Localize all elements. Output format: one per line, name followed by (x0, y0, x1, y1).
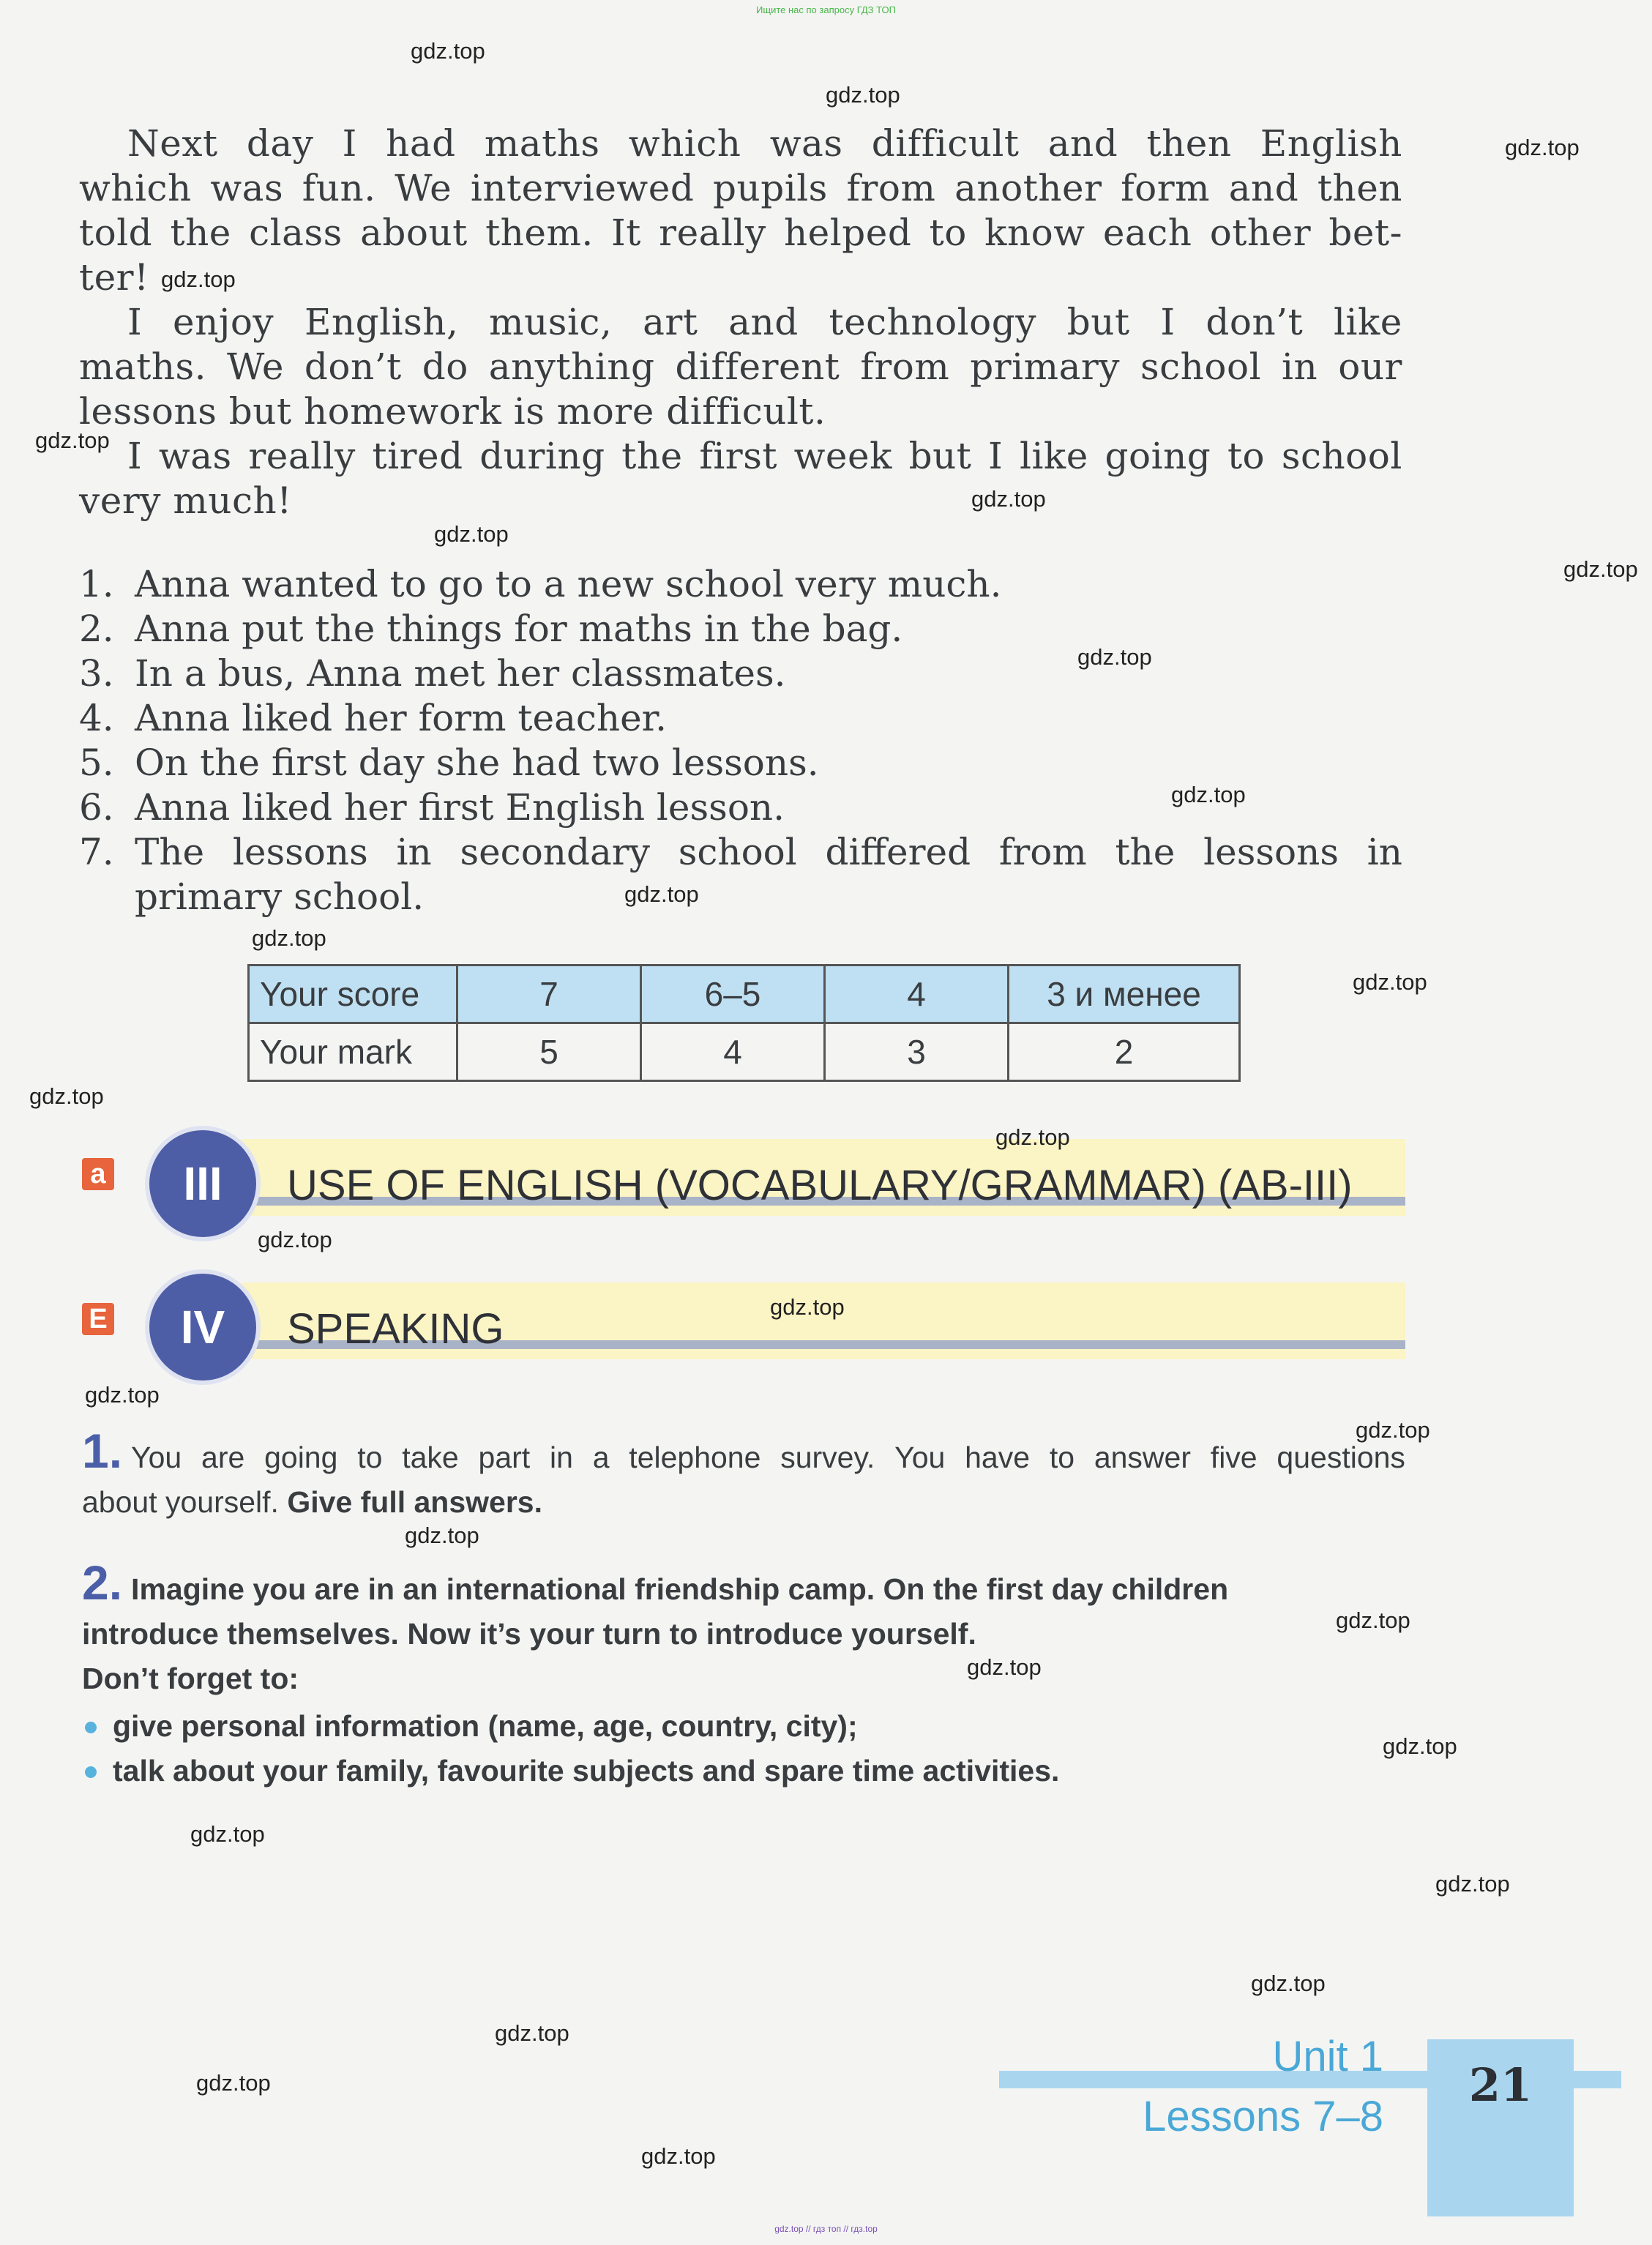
table-cell: 3 и менее (1009, 965, 1240, 1023)
watermark: gdz.top (405, 1523, 479, 1548)
task-text: introduce themselves. Now it’s your turn to introduce yourself. (82, 1617, 976, 1651)
list-item: 4. Anna liked her form teacher. (79, 697, 667, 739)
table-cell: Your mark (249, 1023, 457, 1081)
table-cell: 4 (641, 1023, 825, 1081)
watermark: gdz.top (434, 521, 509, 547)
watermark: gdz.top (35, 427, 110, 453)
watermark: gdz.top (1251, 1971, 1326, 1996)
statement-list (79, 562, 1402, 919)
score-table (247, 964, 1241, 1082)
text-line: maths. We don’t do anything different from primary school in our (79, 345, 1402, 388)
watermark: gdz.top (161, 266, 236, 292)
lessons-label: Lessons 7–8 (1143, 2093, 1383, 2140)
watermark: gdz.top (1077, 644, 1152, 670)
list-item: 7. The lessons in secondary school differed from the lessons in primary school. (79, 831, 1402, 918)
table-cell: 6–5 (641, 965, 825, 1023)
section-title: USE OF ENGLISH (VOCABULARY/GRAMMAR) (AB-III) (287, 1162, 1353, 1209)
text-line: lessons but homework is more difficult. (79, 390, 826, 433)
text-line: ter! (79, 256, 149, 299)
watermark: gdz.top (624, 881, 699, 907)
list-item: 6. Anna liked her first English lesson. (79, 786, 785, 829)
page-number: 21 (1468, 2058, 1533, 2112)
table-cell: 3 (825, 1023, 1009, 1081)
section-number-badge: III (149, 1130, 256, 1237)
task-1 (82, 1424, 1405, 1525)
watermark: gdz.top (826, 82, 900, 108)
watermark: gdz.top (995, 1124, 1070, 1150)
task-text: about yourself. (82, 1485, 279, 1519)
watermark: gdz.top (258, 1227, 332, 1252)
task-number: 2. (82, 1555, 123, 1610)
text-line: which was fun. We interviewed pupils from another form and then (79, 167, 1402, 209)
watermark: gdz.top (1435, 1871, 1510, 1897)
watermark: gdz.top (770, 1294, 845, 1320)
list-item: talk about your family, favourite subjects and spare time activities. (82, 1749, 1059, 1793)
list-item: 2. Anna put the things for maths in the bag. (79, 608, 903, 650)
text-line: told the class about them. It really helped to know each other bet- (79, 212, 1402, 254)
task-line (82, 1424, 1405, 1480)
list-item: 5. On the first day she had two lessons. (79, 742, 819, 784)
watermark: gdz.top (1563, 556, 1638, 582)
header-note: Ищите нас по запросу ГДЗ ТОП (756, 4, 896, 15)
watermark: gdz.top (411, 38, 485, 64)
text-line: very much! (79, 479, 292, 522)
watermark: gdz.top (1336, 1607, 1410, 1633)
table-cell: 4 (825, 965, 1009, 1023)
section-number-badge: IV (149, 1274, 256, 1381)
e-icon: E (82, 1303, 114, 1335)
watermark: gdz.top (1353, 969, 1427, 995)
watermark: gdz.top (967, 1654, 1042, 1680)
list-item: give personal information (name, age, country, city); (82, 1704, 1059, 1749)
reading-text (79, 122, 1402, 523)
task-text: Imagine you are in an international friendship camp. On the first day children (131, 1572, 1229, 1606)
task-instruction: Give full answers. (287, 1485, 542, 1519)
watermark: gdz.top (85, 1382, 160, 1408)
bullet-list (82, 1704, 1059, 1793)
watermark: gdz.top (1505, 135, 1580, 160)
table-row (249, 965, 1240, 1023)
table-cell: 2 (1009, 1023, 1240, 1081)
watermark: gdz.top (1171, 782, 1246, 807)
list-item: 1. Anna wanted to go to a new school very much. (79, 563, 1002, 605)
watermark: gdz.top (190, 1821, 265, 1847)
watermark: gdz.top (252, 925, 326, 951)
watermark: gdz.top (641, 2143, 716, 2169)
table-cell: 5 (457, 1023, 641, 1081)
task-text: Don’t forget to: (82, 1662, 299, 1695)
a-icon: a (82, 1158, 114, 1190)
watermark: gdz.top (495, 2020, 569, 2046)
footer-note: gdz.top // гдз топ // гдз.top (774, 2224, 878, 2234)
task-line (82, 1555, 1405, 1612)
watermark: gdz.top (1356, 1417, 1430, 1443)
text-line: I enjoy English, music, art and technology but I don’t like (127, 301, 1402, 343)
unit-label: Unit 1 (1272, 2033, 1383, 2080)
task-number: 1. (82, 1424, 123, 1478)
watermark: gdz.top (1383, 1733, 1457, 1759)
list-item: 3. In a bus, Anna met her classmates. (79, 652, 786, 695)
watermark: gdz.top (971, 486, 1046, 512)
watermark: gdz.top (196, 2070, 271, 2096)
task-text: You are going to take part in a telephone survey. You have to answer five questions (131, 1441, 1405, 1474)
text-line: I was really tired during the first week but I like going to school (127, 435, 1402, 477)
table-row (249, 1023, 1240, 1081)
task-line (82, 1480, 1405, 1525)
table-cell: 7 (457, 965, 641, 1023)
table-cell: Your score (249, 965, 457, 1023)
section-title: SPEAKING (287, 1305, 504, 1353)
bullet-icon (85, 1766, 97, 1778)
text-line: Next day I had maths which was difficult and then English (127, 122, 1402, 165)
bullet-icon (85, 1722, 97, 1733)
watermark: gdz.top (29, 1083, 104, 1109)
task-2 (82, 1555, 1405, 1701)
